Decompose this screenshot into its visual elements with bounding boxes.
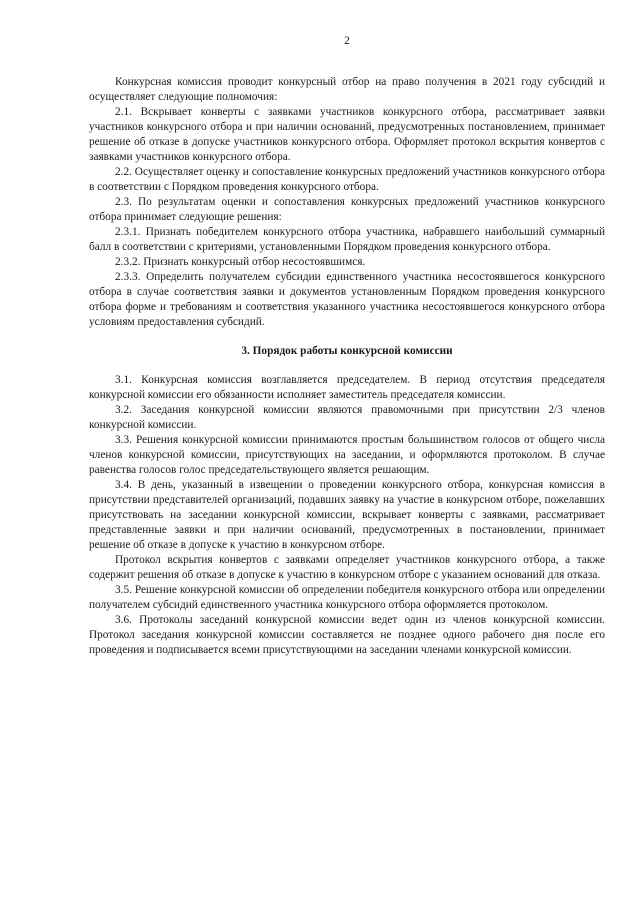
paragraph: 3.1. Конкурсная комиссия возглавляется председателем. В период отсутствия председателя конкурсной комиссии его обязанности исполняет заместитель председателя комиссии. (89, 374, 605, 401)
section-heading: 3. Порядок работы конкурсной комиссии (241, 345, 453, 357)
paragraph: 3.4. В день, указанный в извещении о проведении конкурсного отбора, конкурсная комиссия в присутствии представителей организаций, подавших заявку на участие в конкурсном отборе, пожелавших присутствовать на заседании конкурсной комиссии, вскрывает конверты с заявками, рассматривает представленные заявки и при наличии оснований, предусмотренных в постановлении, принимает решение об отказе в допуске к участию в конкурсном отборе. (89, 479, 605, 551)
section-3-body (89, 373, 605, 658)
paragraph: 3.5. Решение конкурсной комиссии об определении победителя конкурсного отбора или определении получателем субсидий единственного участника конкурсного отбора оформляется протоколом. (89, 584, 605, 611)
paragraph: 3.6. Протоколы заседаний конкурсной комиссии ведет один из членов конкурсной комиссии. Протокол заседания конкурсной комиссии составляется не позднее одного рабочего дня после его проведения и подписывается всеми присутствующими на заседании членами конкурсной комиссии. (89, 614, 605, 656)
paragraph: 3.3. Решения конкурсной комиссии принимаются простым большинством голосов от общего числа членов конкурсной комиссии, присутствующих на заседании, и оформляются протоколом. В случае равенства голосов голос председательствующего является решающим. (89, 434, 605, 476)
paragraph: 2.3. По результатам оценки и сопоставления конкурсных предложений участников конкурсного отбора принимает следующие решения: (89, 196, 605, 223)
paragraph: Протокол вскрытия конвертов с заявками определяет участников конкурсного отбора, а также содержит решения об отказе в допуске к участию в конкурсном отборе с указанием оснований для отказа. (89, 554, 605, 581)
paragraph: 2.3.2. Признать конкурсный отбор несостоявшимся. (115, 256, 366, 268)
paragraph: 2.3.1. Признать победителем конкурсного отбора участника, набравшего наибольший суммарный балл в соответствии с критериями, установленными Порядком проведения конкурсного отбора. (89, 226, 605, 253)
paragraph: 2.2. Осуществляет оценку и сопоставление конкурсных предложений участников конкурсного отбора в соответствии с Порядком проведения конкурсного отбора. (89, 166, 605, 193)
paragraph: Конкурсная комиссия проводит конкурсный отбор на право получения в 2021 году субсидий и осуществляет следующие полномочия: (89, 76, 605, 103)
section-2-body (89, 75, 605, 330)
paragraph: 2.3.3. Определить получателем субсидии единственного участника несостоявшегося конкурсного отбора в случае соответствия заявки и документов установленным Порядком проведения конкурсного отбора форме и требованиям и соответствия указанного участника несостоявшегося конкурсного отбора условиям предоставления субсидий. (89, 271, 605, 328)
page-number: 2 (344, 35, 350, 47)
paragraph: 2.1. Вскрывает конверты с заявками участников конкурсного отбора, рассматривает заявки участников конкурсного отбора и при наличии оснований, предусмотренных постановлением, принимает решение об отказе в допуске участников конкурсного отбора. Оформляет протокол вскрытия конвертов с заявками участников конкурсного отбора. (89, 106, 605, 163)
paragraph: 3.2. Заседания конкурсной комиссии являются правомочными при присутствии 2/3 членов конкурсной комиссии. (89, 404, 605, 431)
